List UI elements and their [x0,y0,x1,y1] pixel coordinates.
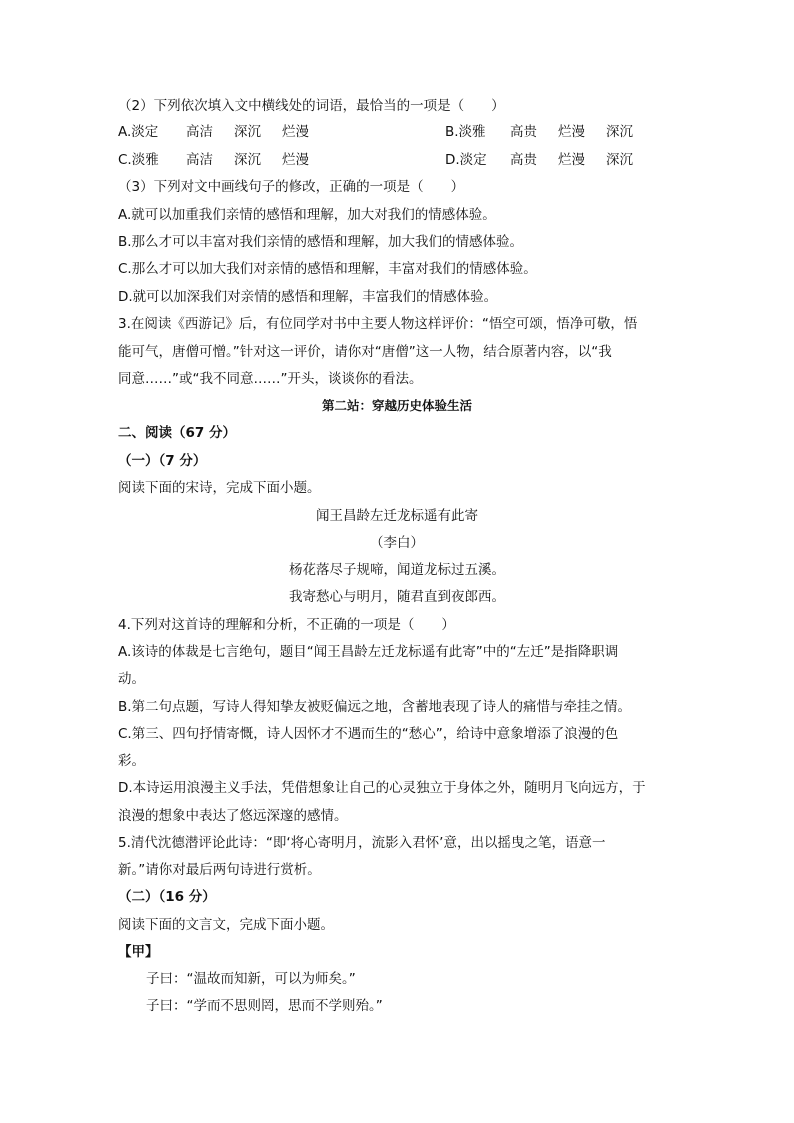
q3-option-d: D.就可以加深我们对亲情的感悟和理解，丰富我们的情感体验。 [118,289,498,305]
q4-line: C.第三、四句抒情寄慨，诗人因怀才不遇而生的“愁心”，给诗中意象增添了浪漫的色 [118,726,619,742]
poem-title: 闻王昌龄左迁龙标遥有此寄 [316,508,478,524]
poem-line-2: 我寄愁心与明月，随君直到夜郎西。 [289,589,505,605]
q3main-line-2: 能可气，唐僧可憎。”针对这一评价，请你对“唐僧”这一人物，结合原著内容，以“我 [118,344,612,360]
q4-line: B.第二句点题，写诗人得知挚友被贬偏远之地，含蓄地表现了诗人的痛惜与牵挂之情。 [118,699,632,715]
q4-line: 浪漫的想象中表达了悠远深邃的感情。 [118,808,348,824]
q2-option-a: A.淡定 高洁 深沉 烂漫 [118,124,309,140]
analects-quote-1: 子曰：“温故而知新，可以为师矣。” [146,971,356,987]
q4-line: 彩。 [118,753,145,769]
section-heading: 二、阅读（67 分） [118,425,236,441]
q3-option-b: B.那么才可以丰富对我们亲情的感悟和理解，加大我们的情感体验。 [118,234,524,250]
part2-intro: 阅读下面的文言文，完成下面小题。 [118,917,334,933]
q4-line: A.该诗的体裁是七言绝句，题目“闻王昌龄左迁龙标遥有此寄”中的“左迁”是指降职调 [118,644,619,660]
q4-line: 动。 [118,671,145,687]
q3-option-c: C.那么才可以加大我们对亲情的感悟和理解，丰富对我们的情感体验。 [118,261,537,277]
station-heading: 第二站：穿越历史体验生活 [321,398,472,413]
q5-line: 5.清代沈德潜评论此诗：“即‘将心寄明月，流影入君怀’意，出以摇曳之笔，语意一 [118,835,606,851]
q2-option-b: B.淡雅 高贵 烂漫 深沉 [445,124,633,140]
q3-option-a: A.就可以加重我们亲情的感悟和理解，加大对我们的情感体验。 [118,207,496,223]
q2-option-c: C.淡雅 高洁 深沉 烂漫 [118,152,309,168]
q2-stem: （2）下列依次填入文中横线处的词语，最恰当的一项是（ ） [118,98,505,114]
q3-stem: （3）下列对文中画线句子的修改，正确的一项是（ ） [118,179,465,195]
jia-marker: 【甲】 [118,944,159,960]
part1-label: （一）（7 分） [118,453,207,469]
part2-label: （二）（16 分） [118,889,216,905]
q3main-line-1: 3.在阅读《西游记》后，有位同学对书中主要人物这样评价：“悟空可颂，悟净可敬，悟 [118,316,638,332]
q5-line: 新。”请你对最后两句诗进行赏析。 [118,862,321,878]
q3main-line-3: 同意……”或“我不同意……”开头，谈谈你的看法。 [118,371,423,387]
q4-stem: 4.下列对这首诗的理解和分析，不正确的一项是（ ） [118,617,455,633]
poem-author: （李白） [370,535,424,551]
poem-line-1: 杨花落尽子规啼，闻道龙标过五溪。 [289,562,505,578]
part1-intro: 阅读下面的宋诗，完成下面小题。 [118,480,321,496]
q2-option-d: D.淡定 高贵 烂漫 深沉 [445,152,633,168]
analects-quote-2: 子曰：“学而不思则罔，思而不学则殆。” [146,998,383,1014]
q4-line: D.本诗运用浪漫主义手法，凭借想象让自己的心灵独立于身体之外，随明月飞向远方，于 [118,780,646,796]
